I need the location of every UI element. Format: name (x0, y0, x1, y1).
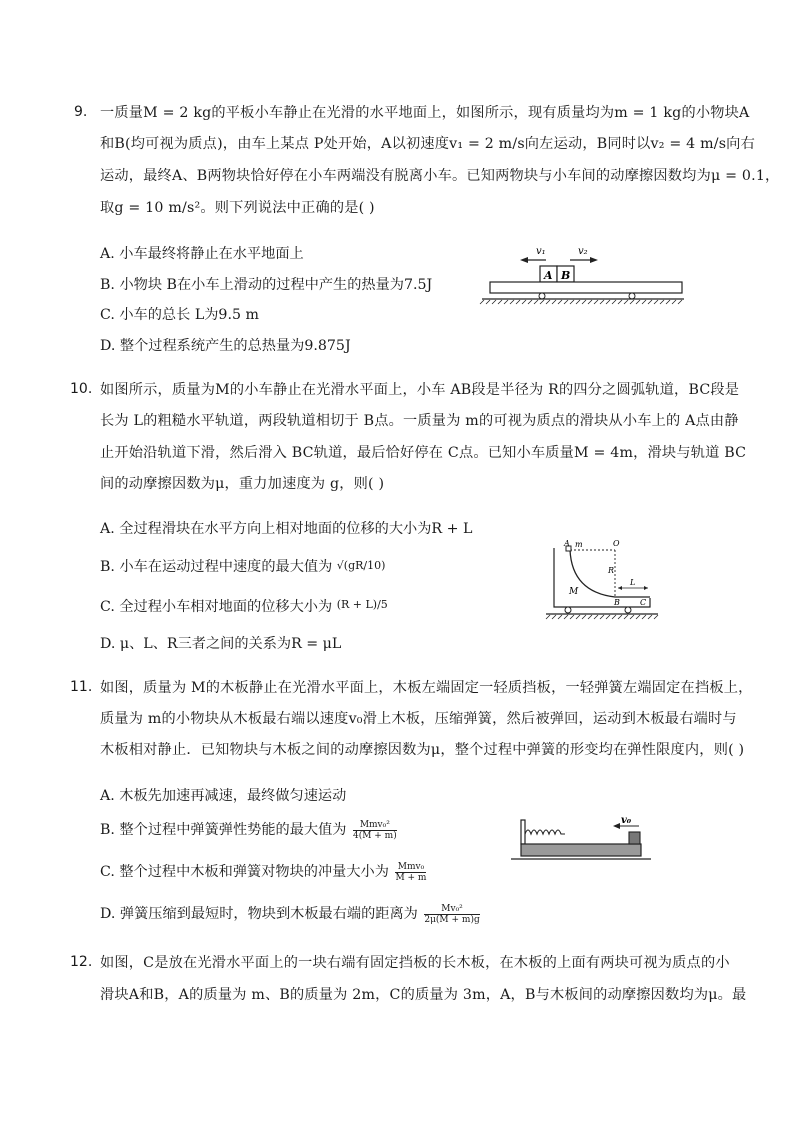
question-9-figure (478, 242, 688, 307)
question-11-figure (505, 812, 655, 870)
question-9-option-c: C. 小车的总长 L为9.5 m (100, 307, 259, 323)
fraction (395, 862, 426, 883)
option-text: D. 弹簧压缩到最短时，物块到木板最右端的距离为 (100, 906, 418, 922)
option-math: (R + L)/5 (336, 598, 388, 611)
question-11-number: 11. (70, 679, 93, 695)
small-block (629, 832, 640, 844)
v1-label: v₁ (536, 246, 546, 257)
label-m: m (575, 540, 583, 549)
question-12-line-2: 滑块A和B，A的质量为 m、B的质量为 2m，C的质量为 3m，A，B与木板间的动摩擦因数均为μ。最 (100, 987, 747, 1003)
option-math: √(gR/10) (336, 559, 386, 572)
fraction-numerator: Mmv₀ (395, 862, 426, 873)
question-11-option-a: A. 木板先加速再减速，最终做匀速运动 (100, 788, 347, 804)
question-10-option-d: D. μ、L、R三者之间的关系为R = μL (100, 636, 342, 652)
cart-board (490, 282, 682, 293)
fraction-numerator: Mmv₀² (353, 820, 397, 831)
label-c: C (640, 598, 647, 607)
fraction-denominator: 2μ(M + m)g (424, 914, 480, 925)
question-10-line-4: 间的动摩擦因数为μ，重力加速度为 g，则( ) (100, 476, 385, 492)
question-10-line-1: 如图所示，质量为M的小车静止在光滑水平面上，小车 AB段是半径为 R的四分之圆弧轨道，BC段是 (100, 382, 740, 398)
question-9-line-1: 一质量M = 2 kg的平板小车静止在光滑的水平地面上，如图所示，现有质量均为m = 1 kg的小物块A (100, 105, 750, 121)
question-10-figure (542, 540, 662, 624)
question-11-line-1: 如图，质量为 M的木板静止在光滑水平面上，木板左端固定一轻质挡板，一轻弹簧左端固定在挡板上， (100, 680, 753, 696)
question-11-line-3: 木板相对静止．已知物块与木板之间的动摩擦因数为μ，整个过程中弹簧的形变均在弹性限度内，则( ) (100, 742, 745, 758)
question-9-option-d: D. 整个过程系统产生的总热量为9.875J (100, 338, 351, 354)
question-9-line-3: 运动，最终A、B两物块恰好停在小车两端没有脱离小车。已知两物块与小车间的动摩擦因数均为μ = 0.1， (100, 168, 780, 184)
question-11-option-b (100, 819, 397, 841)
v0-label: v₀ (621, 815, 632, 826)
question-9-line-2: 和B(均可视为质点)，由车上某点 P处开始，A以初速度v₁ = 2 m/s向左运动，B同时以v₂ = 4 m/s向右 (100, 136, 755, 152)
fraction (424, 904, 479, 925)
question-10-option-c (100, 596, 388, 616)
question-10-option-a: A. 全过程滑块在水平方向上相对地面的位移的大小为R + L (100, 521, 473, 537)
fraction-denominator: 4(M + m) (352, 830, 397, 841)
question-11-option-d (100, 903, 480, 925)
question-12-number: 12. (70, 954, 93, 970)
question-9-number: 9. (74, 104, 88, 120)
v2-label: v₂ (578, 246, 588, 257)
option-text: C. 整个过程中木板和弹簧对物块的冲量大小为 (100, 864, 389, 880)
question-11-line-2: 质量为 m的小物块从木板最右端以速度v₀滑上木板，压缩弹簧，然后被弹回，运动到木板最右端时与 (100, 711, 737, 727)
fraction-numerator: Mv₀² (424, 904, 479, 915)
question-9-line-4: 取g = 10 m/s²。则下列说法中正确的是( ) (100, 200, 375, 216)
question-10-number: 10. (70, 381, 93, 397)
question-9-option-b: B. 小物块 B在小车上滑动的过程中产生的热量为7.5J (100, 277, 433, 293)
question-11-option-c (100, 861, 426, 883)
label-b: B (614, 598, 620, 607)
fraction (353, 820, 397, 841)
spring (525, 830, 565, 834)
block-b-label: B (561, 269, 571, 282)
fraction-denominator: M + m (395, 872, 427, 883)
question-10-line-2: 长为 L的粗糙水平轨道，两段轨道相切于 B点。一质量为 m的可视为质点的滑块从小车上的 A点由静 (100, 413, 739, 429)
question-9-option-a: A. 小车最终将静止在水平地面上 (100, 246, 304, 262)
label-a: A (564, 540, 570, 548)
option-text: B. 小车在运动过程中速度的最大值为 (100, 559, 333, 575)
question-10-line-3: 止开始沿轨道下滑，然后滑入 BC轨道，最后恰好停在 C点。已知小车质量M = 4m，滑块与轨道 BC (100, 445, 747, 461)
question-12-line-1: 如图，C是放在光滑水平面上的一块右端有固定挡板的长木板，在木板的上面有两块可视为质点的小 (100, 955, 730, 971)
label-r: R (608, 566, 615, 575)
label-m-cart: M (569, 587, 579, 597)
option-text: C. 全过程小车相对地面的位移大小为 (100, 599, 333, 615)
question-10-option-b (100, 556, 385, 576)
label-l: L (630, 578, 636, 587)
label-o: O (613, 540, 620, 548)
wood-board (521, 844, 641, 856)
block-a-label: A (544, 269, 553, 282)
stop-plate (521, 820, 525, 844)
option-text: B. 整个过程中弹簧弹性势能的最大值为 (100, 822, 347, 838)
